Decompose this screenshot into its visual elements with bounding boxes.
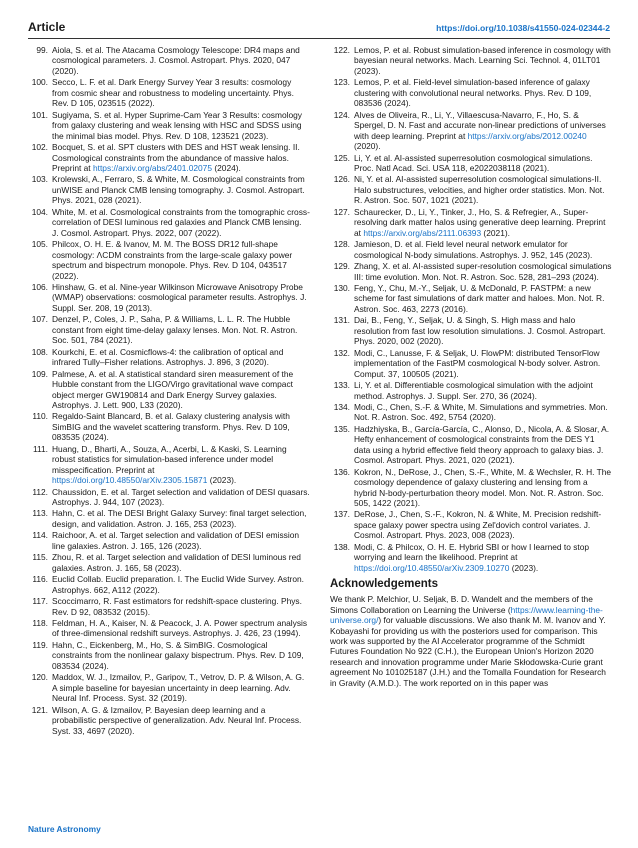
reference-text xyxy=(52,411,310,442)
reference-number: 121. xyxy=(31,704,48,715)
reference-citation: Aiola, S. et al. The Atacama Cosmology Telescope: DR4 maps and cosmological parameters. J. Cosmol. Astropart. Phys. 2020, 047 (2020). xyxy=(52,45,300,76)
reference-citation: Krolewski, A., Ferraro, S. & White, M. Cosmological constraints from unWISE and Planck CMB lensing tomography. J. Cosmol. Astropart. Phys. 2021, 028 (2021). xyxy=(52,174,305,206)
reference-number: 103. xyxy=(31,174,48,185)
reference-number: 110. xyxy=(32,411,48,422)
reference-text xyxy=(52,530,310,551)
reference-number: 116. xyxy=(32,574,48,585)
reference-citation: Jamieson, D. et al. Field level neural network emulator for cosmological N-body simulations. Astrophys. J. 952, 145 (2023). xyxy=(354,239,593,260)
ack-text-start: We thank P. Melchior, U. Seljak, B. D. Wandelt and the members of the Simons Collaboration on Learning the Universe ( xyxy=(330,594,593,615)
reference-citation: Raichoor, A. et al. Target selection and validation of DESI emission line galaxies. Astron. J. 165, 126 (2023). xyxy=(52,530,300,551)
reference-link[interactable]: https://doi.org/10.48550/arXiv.2309.10270 xyxy=(354,562,510,573)
reference-text xyxy=(354,542,612,573)
reference-text xyxy=(52,239,310,281)
reference-text xyxy=(354,315,612,346)
reference-number: 104. xyxy=(31,206,48,217)
reference-text xyxy=(354,45,612,76)
reference-year: (2024). xyxy=(212,162,241,173)
reference-number: 130. xyxy=(333,282,350,293)
reference-year: (2023). xyxy=(207,475,237,486)
reference-item xyxy=(28,45,310,76)
reference-number: 106. xyxy=(31,281,48,292)
reference-citation: Euclid Collab. Euclid preparation. I. The Euclid Wide Survey. Astron. Astrophys. 662, A112 (2022). xyxy=(52,574,304,595)
reference-number: 136. xyxy=(333,466,350,477)
reference-number: 100. xyxy=(31,77,48,88)
reference-citation: Hinshaw, G. et al. Nine-year Wilkinson Microwave Anisotropy Probe (WMAP) observations: cosmological parameter results. Astrophys. J. Suppl. Ser. 208, 19 (2013). xyxy=(52,281,307,313)
reference-item xyxy=(28,618,310,639)
reference-item xyxy=(330,283,612,314)
reference-number: 122. xyxy=(333,45,350,55)
reference-number: 114. xyxy=(32,530,48,541)
reference-number: 126. xyxy=(333,174,350,185)
reference-citation: Denzel, P., Coles, J. P., Saha, P. & Williams, L. L. R. The Hubble constant from eight time-delay galaxy lenses. Mon. Not. R. Astron. Soc. 501, 784 (2021). xyxy=(52,314,298,346)
reference-item xyxy=(330,207,612,238)
reference-item xyxy=(330,153,612,174)
reference-citation: Feng, Y., Chu, M.-Y., Seljak, U. & McDonald, P. FASTPM: a new scheme for fast simulations of dark matter and haloes. Mon. Not. R. Astron. Soc. 463, 2273 (2016). xyxy=(354,282,605,314)
reference-number: 138. xyxy=(333,541,350,552)
reference-item xyxy=(330,509,612,540)
reference-item xyxy=(28,672,310,703)
reference-number: 131. xyxy=(333,315,350,326)
reference-item xyxy=(28,487,310,508)
reference-item xyxy=(28,552,310,573)
reference-item xyxy=(28,369,310,411)
reference-citation: Li, Y. et al. Differentiable cosmological simulation with the adjoint method. Astrophys. J. Suppl. Ser. 270, 36 (2024). xyxy=(354,380,593,401)
reference-list-left xyxy=(28,45,310,736)
doi-link[interactable]: https://doi.org/10.1038/s41550-024-02344-2 xyxy=(436,23,610,33)
reference-citation: Sugiyama, S. et al. Hyper Suprime-Cam Year 3 Results: cosmology from galaxy clustering and weak lensing with HSC and SDSS using the minimal bias model. Phys. Rev. D 108, 123521 (2023). xyxy=(52,109,302,141)
reference-citation: Feldman, H. A., Kaiser, N. & Peacock, J. A. Power spectrum analysis of three-dimensional redshift surveys. Astrophys. J. 426, 23 (1994). xyxy=(52,618,308,639)
reference-text xyxy=(52,45,310,76)
reference-citation: Chaussidon, E. et al. Target selection and validation of DESI quasars. Astrophys. J. 944, 107 (2023). xyxy=(52,486,310,508)
reference-text xyxy=(52,174,310,205)
reference-item xyxy=(330,77,612,108)
reference-text xyxy=(354,207,612,238)
article-label: Article xyxy=(28,20,66,34)
reference-item xyxy=(28,444,310,486)
reference-number: 117. xyxy=(32,596,48,607)
reference-citation: Secco, L. F. et al. Dark Energy Survey Year 3 results: cosmology from cosmic shear and robustness to modeling uncertainty. Phys. Rev. D 105, 023515 (2022). xyxy=(52,77,294,109)
reference-citation: Dai, B., Feng, Y., Seljak, U. & Singh, S. High mass and halo resolution from fast low resolution simulations. J. Cosmol. Astropart. Phys. 2020, 002 (2020). xyxy=(354,315,606,347)
reference-citation: Palmese, A. et al. A statistical standard siren measurement of the Hubble constant from the LIGO/Virgo gravitational wave compact object merger GW190814 and Dark Energy Survey galaxies. Astrophys. J. Lett. 900, L33 (2020). xyxy=(52,368,294,410)
reference-number: 99. xyxy=(36,45,48,55)
reference-citation: Modi, C., Chen, S.-F. & White, M. Simulations and symmetries. Mon. Not. R. Astron. Soc. 492, 5754 (2020). xyxy=(354,401,608,423)
reference-citation: Zhang, X. et al. AI-assisted super-resolution cosmological simulations III: time evolution. Mon. Not. R. Astron. Soc. 528, 281–293 (2024). xyxy=(354,261,612,282)
reference-text xyxy=(354,509,612,540)
reference-number: 135. xyxy=(333,423,350,434)
reference-number: 124. xyxy=(333,109,350,120)
reference-number: 128. xyxy=(333,239,350,250)
reference-text xyxy=(354,153,612,174)
reference-citation: Hadzhiyska, B., García-García, C., Alonso, D., Nicola, A. & Slosar, A. Hefty enhancement of cosmological constraints from the DES Y1 data using a hybrid effective field theory approach to galaxy bias. J. Cosmol. Astropart. Phys. 2021, 020 (2021). xyxy=(354,423,610,466)
reference-number: 115. xyxy=(32,552,48,563)
reference-text xyxy=(52,207,310,238)
reference-item xyxy=(330,380,612,401)
reference-number: 133. xyxy=(333,380,350,391)
reference-text xyxy=(354,424,612,466)
reference-item xyxy=(28,574,310,595)
acknowledgements-heading: Acknowledgements xyxy=(330,578,438,591)
reference-text xyxy=(52,77,310,108)
reference-citation: Maddox, W. J., Izmailov, P., Garipov, T., Vetrov, D. P. & Wilson, A. G. A simple baseline for bayesian uncertainty in deep learning. Adv. Neural Inf. Process. Syst. 32 (2019). xyxy=(52,672,305,704)
reference-item xyxy=(28,705,310,736)
reference-item xyxy=(28,347,310,368)
reference-citation: Lemos, P. et al. Robust simulation-based inference in cosmology with bayesian neural networks. Mach. Learning Sci. Technol. 4, 01LT01 (2023). xyxy=(354,45,611,76)
reference-citation: Modi, C., Lanusse, F. & Seljak, U. FlowPM: distributed TensorFlow implementation of the FastPM cosmological N-body solver. Astron. Comput. 37, 100505 (2021). xyxy=(354,347,601,379)
reference-number: 127. xyxy=(333,206,350,217)
reference-item xyxy=(330,424,612,466)
reference-text xyxy=(354,402,612,423)
reference-text xyxy=(52,640,310,671)
reference-number: 137. xyxy=(333,509,350,520)
reference-number: 125. xyxy=(333,152,350,163)
reference-item xyxy=(330,174,612,205)
reference-number: 129. xyxy=(333,261,350,272)
reference-text xyxy=(52,314,310,345)
reference-item xyxy=(28,508,310,529)
reference-number: 101. xyxy=(31,109,48,120)
reference-text xyxy=(354,174,612,205)
reference-text xyxy=(52,596,310,617)
reference-number: 113. xyxy=(32,508,48,519)
reference-text xyxy=(52,508,310,529)
reference-citation: Hahn, C. et al. The DESI Bright Galaxy Survey: final target selection, design, and validation. Astron. J. 165, 253 (2023). xyxy=(52,508,307,529)
reference-text xyxy=(354,261,612,282)
reference-item xyxy=(28,207,310,238)
reference-item xyxy=(28,530,310,551)
reference-citation: Kokron, N., DeRose, J., Chen, S.-F., White, M. & Wechsler, R. H. The cosmology dependence of galaxy clustering and lensing from a hybrid N-body-perturbation theory model. Mon. Not. R. Astron. Soc. 505, 1422 (2021). xyxy=(354,466,612,509)
reference-item xyxy=(330,261,612,282)
reference-number: 134. xyxy=(333,401,350,412)
left-column xyxy=(28,45,310,737)
reference-citation: Kourkchi, E. et al. Cosmicflows-4: the calibration of optical and infrared Tully–Fisher relations. Astrophys. J. 896, 3 (2020). xyxy=(52,346,284,368)
reference-item xyxy=(330,239,612,260)
reference-number: 119. xyxy=(32,639,48,650)
reference-citation: Li, Y. et al. AI-assisted superresolution cosmological simulations. Proc. Natl Acad. Sci. USA 118, e2022038118 (2021). xyxy=(354,152,593,173)
reference-citation: Alves de Oliveira, R., Li, Y., Villaescusa-Navarro, F., Ho, S. & Spergel, D. N. Fast and accurate non-linear predictions of universes with deep learning. Preprint at xyxy=(354,109,606,141)
reference-item xyxy=(28,640,310,671)
reference-text xyxy=(52,552,310,573)
reference-number: 112. xyxy=(32,486,48,497)
reference-text xyxy=(52,142,310,173)
reference-number: 123. xyxy=(333,77,350,88)
reference-text xyxy=(354,239,612,260)
right-column xyxy=(330,45,612,688)
reference-text xyxy=(354,380,612,401)
header-rule xyxy=(28,38,610,39)
reference-citation: Modi, C. & Philcox, O. H. E. Hybrid SBI or how I learned to stop worrying and learn the likelihood. Preprint at xyxy=(354,541,590,563)
reference-text xyxy=(52,672,310,703)
reference-citation: Lemos, P. et al. Field-level simulation-based inference of galaxy clustering with convolutional neural networks. Phys. Rev. D 109, 083536 (2024). xyxy=(354,77,592,109)
ack-website-link[interactable]: https://www.learning-the-universe.org/ xyxy=(330,604,603,626)
reference-link[interactable]: https://arxiv.org/abs/2012.00240 xyxy=(467,130,587,141)
reference-number: 120. xyxy=(31,672,48,683)
reference-number: 105. xyxy=(31,239,48,250)
reference-number: 132. xyxy=(333,347,350,358)
reference-item xyxy=(330,110,612,152)
reference-year: (2021). xyxy=(481,227,510,238)
reference-link[interactable]: https://arxiv.org/abs/2111.06393 xyxy=(363,227,482,238)
reference-year: (2023). xyxy=(509,562,539,573)
reference-item xyxy=(28,239,310,281)
reference-item xyxy=(28,142,310,173)
reference-text xyxy=(354,110,612,152)
reference-text xyxy=(52,618,310,639)
reference-year: (2020). xyxy=(354,141,381,152)
reference-citation: Hahn, C., Eickenberg, M., Ho, S. & SimBIG. Cosmological constraints from the nonlinear galaxy bispectrum. Phys. Rev. D 109, 083534 (2024). xyxy=(52,639,304,671)
reference-citation: Philcox, O. H. E. & Ivanov, M. M. The BOSS DR12 full-shape cosmology: ΛCDM constraints from the large-scale galaxy power spectrum and bispectrum monopole. Phys. Rev. D 104, 043517 (2022). xyxy=(52,239,293,281)
reference-text xyxy=(52,110,310,141)
reference-number: 111. xyxy=(32,443,48,454)
reference-item xyxy=(330,315,612,346)
reference-citation: DeRose, J., Chen, S.-F., Kokron, N. & White, M. Precision redshift-space galaxy power spectra using Zel'dovich control variates. J. Cosmol. Astropart. Phys. 2023, 008 (2023). xyxy=(354,509,602,541)
reference-link[interactable]: https://doi.org/10.48550/arXiv.2305.15871 xyxy=(52,475,208,486)
reference-text xyxy=(52,444,310,486)
reference-number: 118. xyxy=(32,618,48,629)
reference-citation: Bocquet, S. et al. SPT clusters with DES and HST weak lensing. II. Cosmological constraints from the abundance of massive halos. Preprint at xyxy=(52,142,300,173)
reference-citation: Huang, D., Bharti, A., Souza, A., Acerbi, L. & Kaski, S. Learning robust statistics for simulation-based inference under model misspecification. Preprint at xyxy=(52,443,287,475)
reference-item xyxy=(28,596,310,617)
reference-item xyxy=(28,174,310,205)
reference-item xyxy=(330,542,612,573)
reference-list-right xyxy=(330,45,612,573)
reference-citation: Regaldo-Saint Blancard, B. et al. Galaxy clustering analysis with SimBIG and the wavelet scattering transform. Phys. Rev. D 109, 083535 (2024). xyxy=(52,411,290,443)
page-header xyxy=(28,20,610,38)
reference-number: 102. xyxy=(31,142,48,153)
reference-link[interactable]: https://arxiv.org/abs/2401.02075 xyxy=(92,162,213,173)
reference-citation: Ni, Y. et al. AI-assisted superresolution cosmological simulations-II. Halo substructures, velocities, and higher order statistics. Mon. Not. R. Astron. Soc. 507, 1021 (2021). xyxy=(354,174,605,206)
acknowledgements-body xyxy=(330,594,612,688)
reference-text xyxy=(52,487,310,508)
reference-item xyxy=(28,282,310,313)
reference-text xyxy=(354,283,612,314)
reference-citation: White, M. et al. Cosmological constraints from the tomographic cross-correlation of DESI luminous red galaxies and Planck CMB lensing. J. Cosmol. Astropart. Phys. 2022, 007 (2022). xyxy=(52,206,310,238)
reference-item xyxy=(28,77,310,108)
reference-item xyxy=(330,467,612,509)
reference-text xyxy=(354,77,612,108)
reference-number: 108. xyxy=(31,346,48,357)
reference-text xyxy=(354,348,612,379)
reference-text xyxy=(52,347,310,368)
ack-text-end: ) for valuable discussions. We also thank M. M. Ivanov and Y. Kobayashi for providing us with the posteriors used for comparison. This work was supported by the AI Accelerator programme of the Schmidt Futures Foundation No 922 (C.H.), the European Union's Horizon 2020 research and innovation programme under Marie Skłodowska-Curie grant agreement No 101025187 (J.H.) and the Tomalla Foundation for Research in Gravity (A.M.D.). The work reported on in this paper was xyxy=(330,615,606,688)
reference-item xyxy=(28,411,310,442)
reference-citation: Scoccimarro, R. Fast estimators for redshift-space clustering. Phys. Rev. D 92, 083532 (2015). xyxy=(52,596,302,617)
reference-citation: Schaurecker, D., Li, Y., Tinker, J., Ho, S. & Refregier, A., Super-resolving dark matter halos using generative deep learning. Preprint at xyxy=(354,206,606,238)
reference-item xyxy=(330,45,612,76)
reference-text xyxy=(52,282,310,313)
reference-text xyxy=(52,705,310,736)
reference-item xyxy=(330,402,612,423)
journal-footer: Nature Astronomy xyxy=(28,824,101,834)
reference-number: 109. xyxy=(31,368,48,379)
reference-number: 107. xyxy=(31,314,48,325)
reference-item xyxy=(28,110,310,141)
reference-item xyxy=(330,348,612,379)
reference-citation: Zhou, R. et al. Target selection and validation of DESI luminous red galaxies. Astron. J. 165, 58 (2023). xyxy=(52,552,301,573)
reference-text xyxy=(354,467,612,509)
reference-citation: Wilson, A. G. & Izmailov, P. Bayesian deep learning and a probabilistic perspective of generalization. Adv. Neural Inf. Process. Syst. 33, 4697 (2020). xyxy=(52,704,302,736)
reference-text xyxy=(52,574,310,595)
reference-item xyxy=(28,314,310,345)
reference-text xyxy=(52,369,310,411)
